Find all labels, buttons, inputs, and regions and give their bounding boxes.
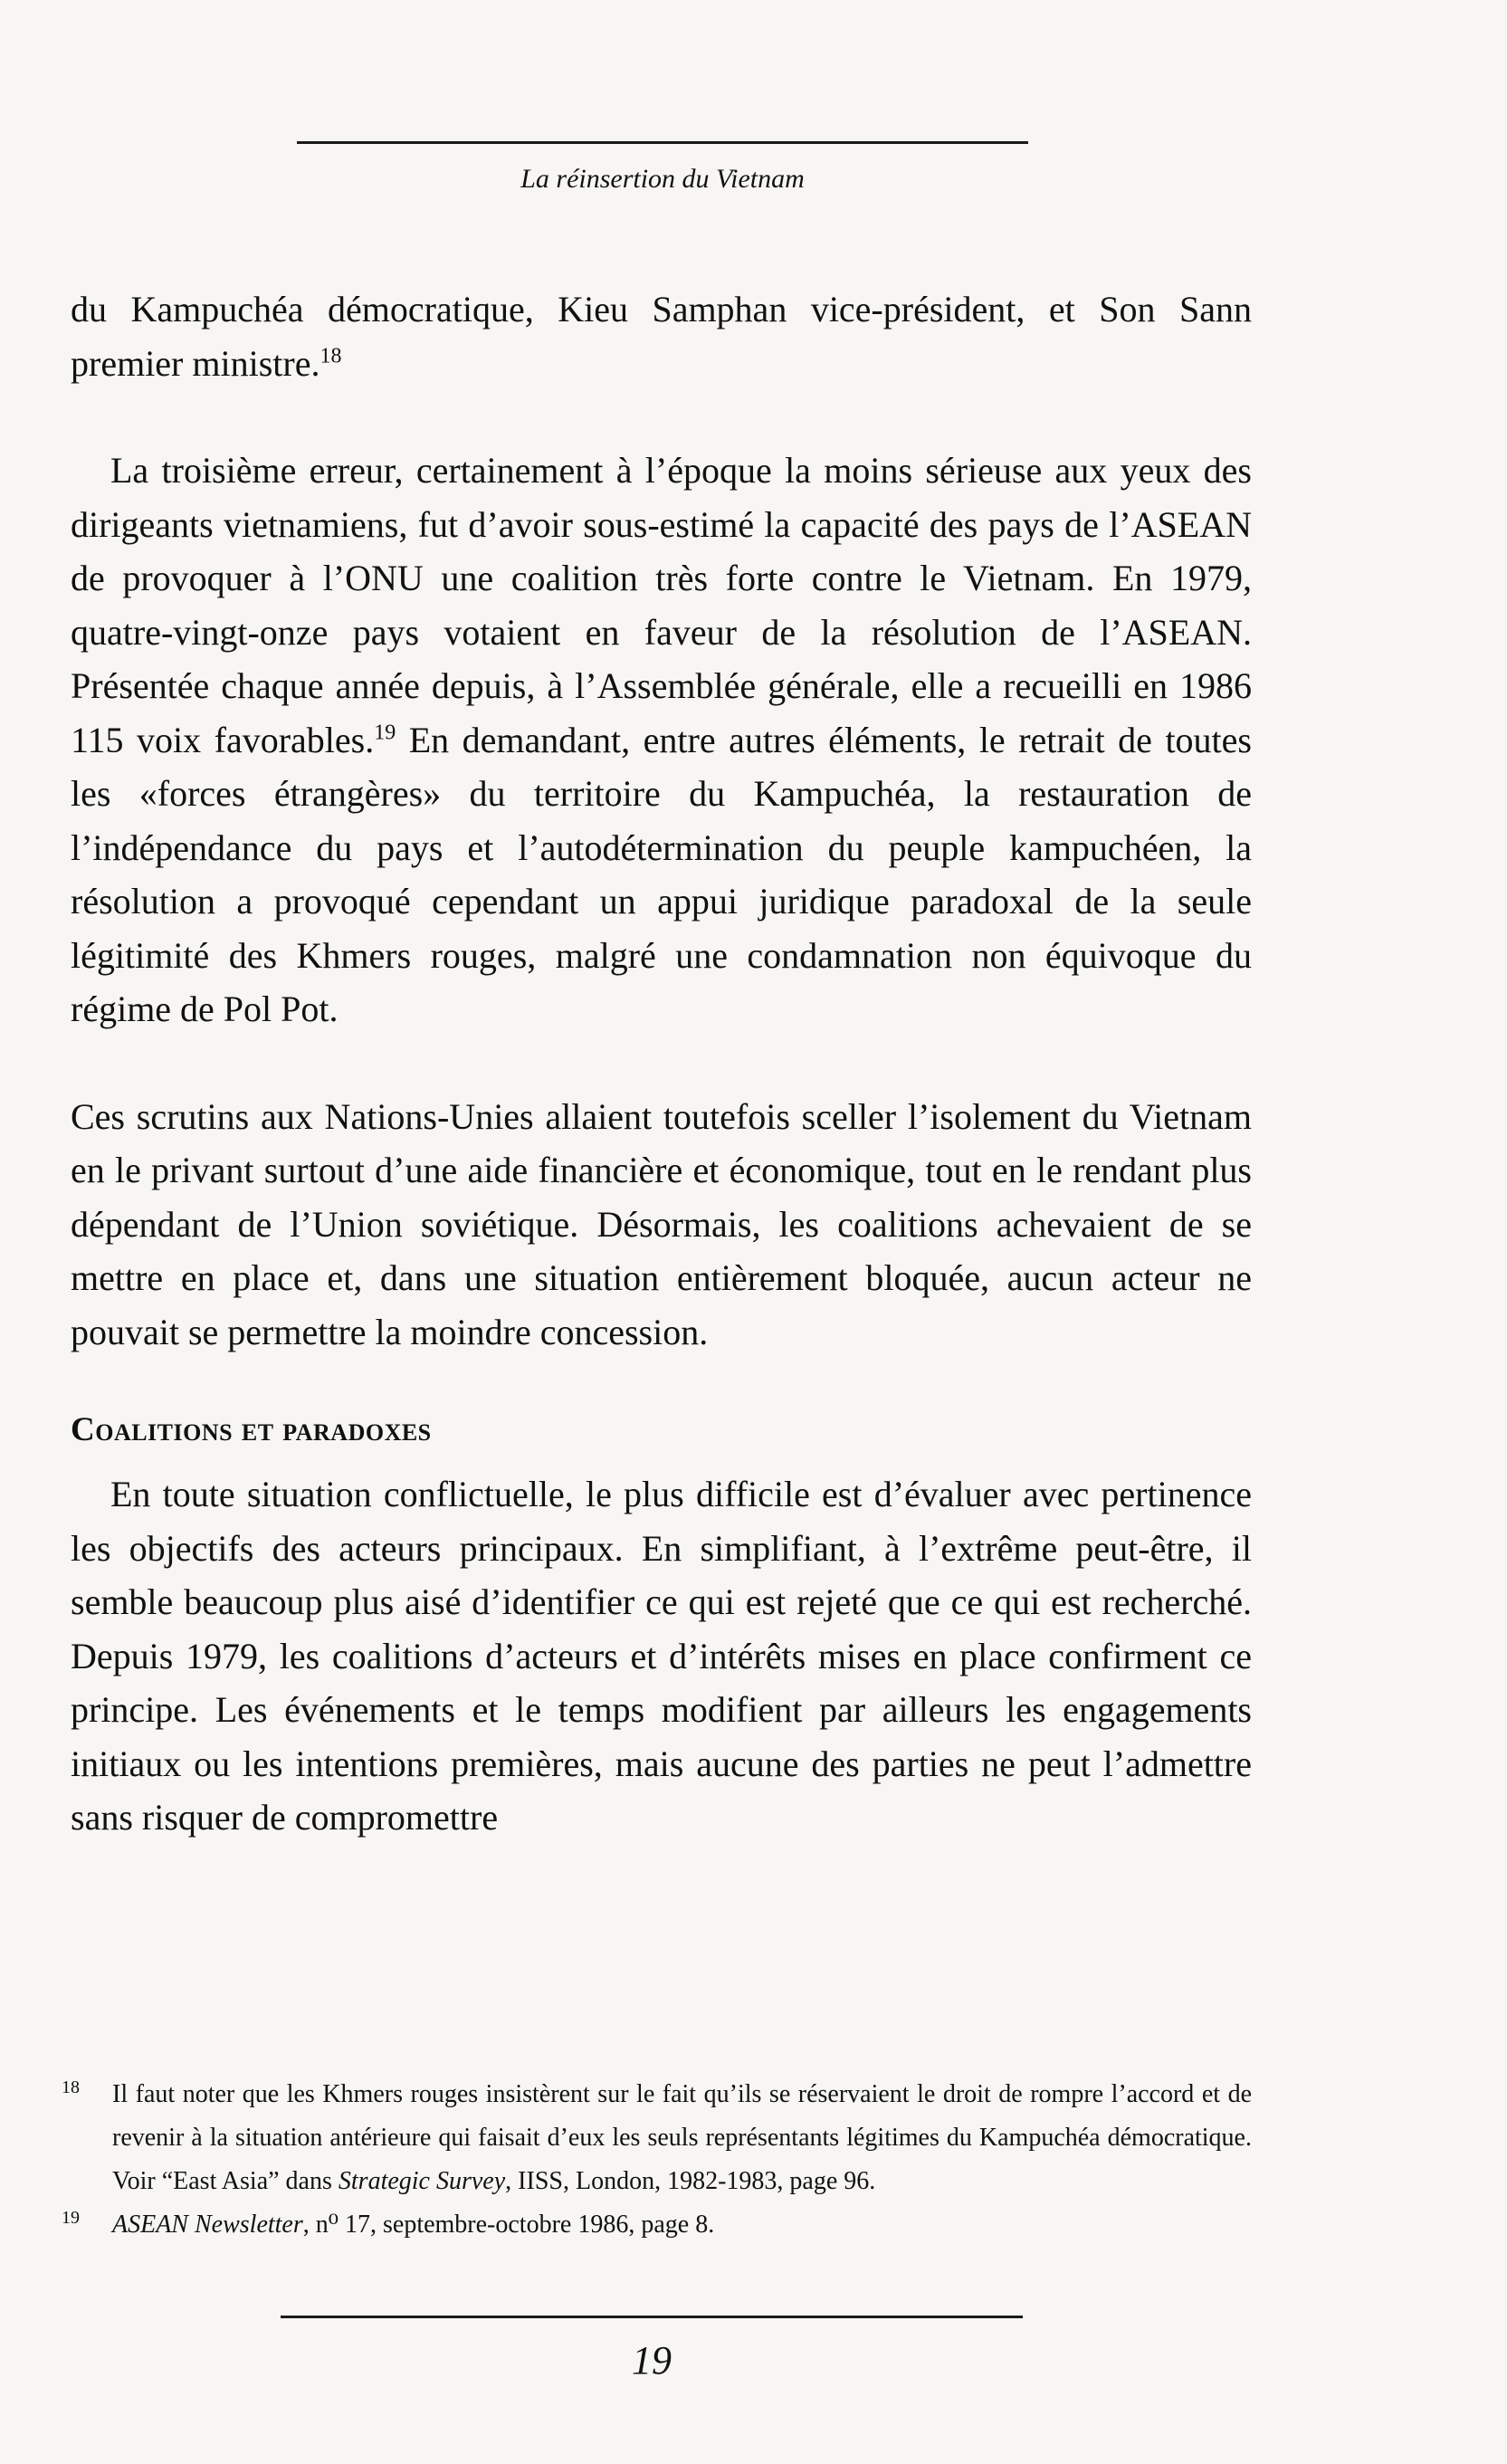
footer-rule [281,2316,1023,2318]
footnote-ref-18: 18 [320,344,342,368]
footnote-18 [62,2073,1252,2203]
footnote-text: Il faut noter que les Khmers rouges insistèrent sur le fait qu’ils se réservaient le droit de rompre l’accord et de revenir à la situation antérieure qui faisait d’eux les seuls représentants légitimes du Kampuchéa démocratique. Voir “East Asia” dans [112,2080,1252,2195]
footnote-number: 19 [62,2208,80,2228]
page-number: 19 [632,2338,672,2383]
footnote-text: , IISS, London, 1982-1983, page 96. [505,2167,876,2195]
section-heading: Coalitions et paradoxes [71,1411,432,1448]
paragraph-4: En toute situation conflictuelle, le plus difficile est d’évaluer avec pertinence les objectifs des acteurs principaux. En simplifiant, à l’extrême peut-être, il semble beaucoup plus aisé d’identifier ce qui est rejeté que ce qui est recherché. Depuis 1979, les coalitions d’acteurs et d’intérêts mises en place confirment ce principe. Les événements et le temps modifient par ailleurs les engagements initiaux ou les intentions premières, mais aucune des parties ne peut l’admettre sans risquer de compromettre [71,1474,1252,1838]
footnote-text: , n⁰ 17, septembre-octobre 1986, page 8. [302,2211,715,2239]
footnote-source-title: Strategic Survey [338,2167,506,2195]
footnote-19 [62,2203,1252,2247]
footnote-source-title: ASEAN Newsletter [112,2211,303,2239]
paragraph-3: Ces scrutins aux Nations-Unies allaient toutefois sceller l’isolement du Vietnam en le privant surtout d’une aide financière et économique, tout en le rendant plus dépendant de l’Union soviétique. Désormais, les coalitions achevaient de se mettre en place et, dans une situation entièrement bloquée, aucun acteur ne pouvait se permettre la moindre concession. [71,1095,1252,1352]
main-text [71,282,1252,1845]
paragraph-2-text-b: En demandant, entre autres éléments, le retrait de toutes les «forces étrangères» du territoire du Kampuchéa, la restauration de l’indépendance du pays et l’autodétermination du peuple kampuchéen, la résolution a provoqué cependant un appui juridique paradoxal de la seule légitimité des Khmers rouges, malgré une condamnation non équivoque du régime de Pol Pot. [71,719,1252,1029]
footnote-number: 18 [62,2077,80,2097]
footnote-ref-19: 19 [374,721,396,745]
paragraph-2 [71,444,1252,1036]
footnotes [62,2073,1252,2247]
paragraph-1 [71,282,1252,390]
header-rule [297,141,1028,144]
paragraph-1-text: du Kampuchéa démocratique, Kieu Samphan vice-président, et Son Sann premier ministre. [71,289,1252,384]
running-title: La réinsertion du Vietnam [520,164,805,194]
paragraph-2-text-a: La troisième erreur, certainement à l’époque la moins sérieuse aux yeux des dirigeants vietnamiens, fut d’avoir sous-estimé la capacité des pays de l’ASEAN de provoquer à l’ONU une coalition très forte contre le Vietnam. En 1979, quatre-vingt-onze pays votaient en faveur de la résolution de l’ASEAN. Présentée chaque année depuis, à l’Assemblée générale, elle a recueilli en 1986 115 voix favorables. [71,450,1252,760]
